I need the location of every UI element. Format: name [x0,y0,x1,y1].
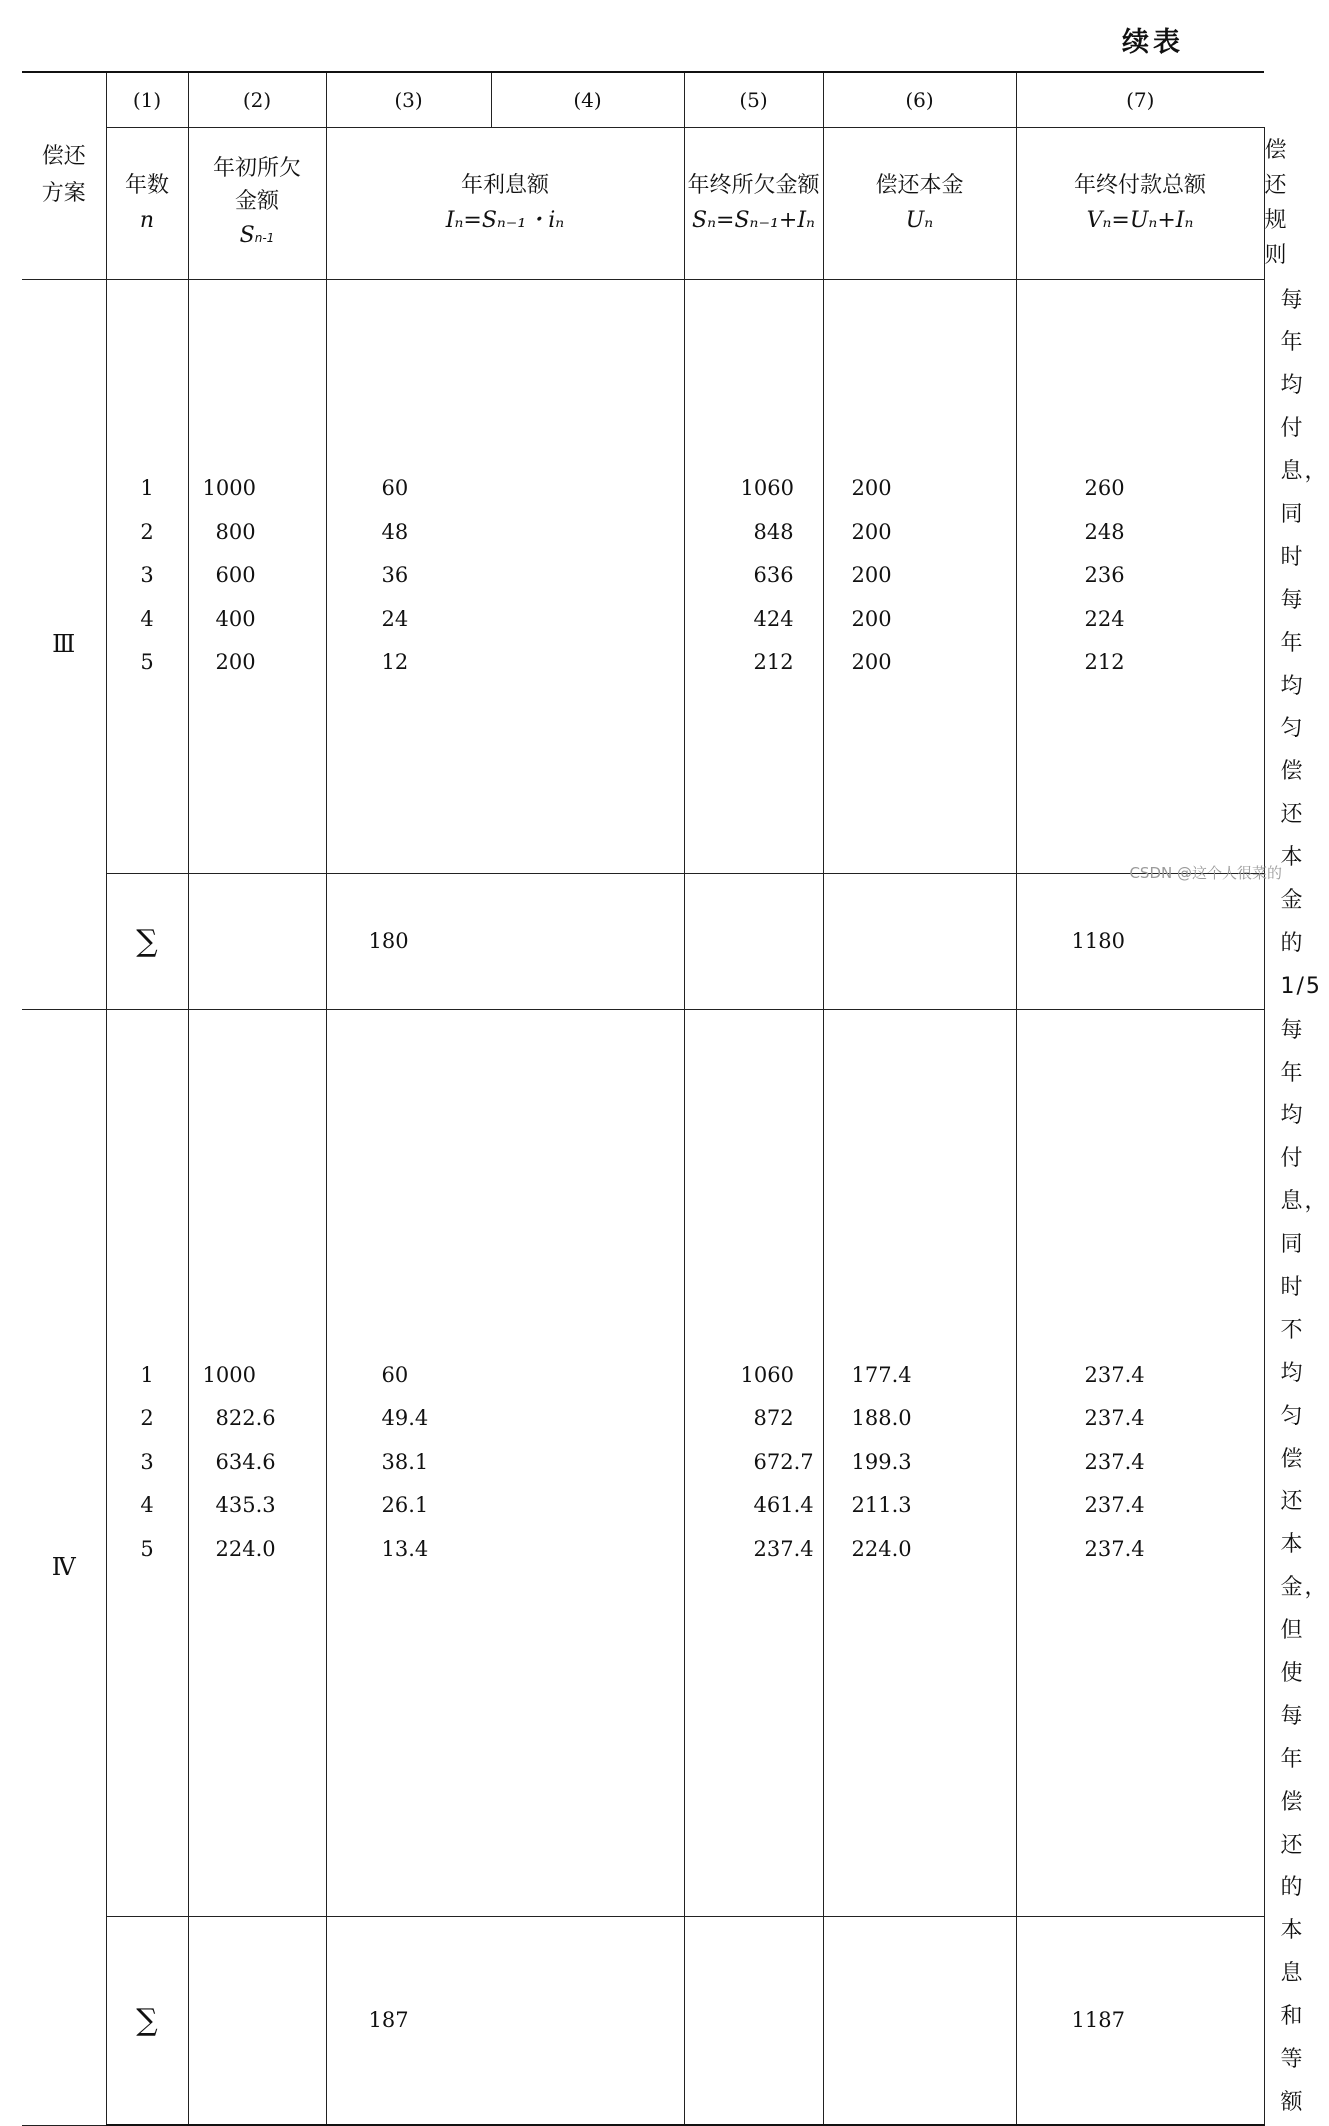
plan-3-beginning-balance: 1000 800 600 400 200 [188,279,326,873]
plan-3-sum-row [22,873,1264,1009]
header-annual-interest: 年利息额 Iₙ=Sₙ₋₁・iₙ [326,127,684,279]
plan-4-principal: 177.4 188.0 199.3 211.3 224.0 [823,1009,1016,1916]
plan-3-ending-balance: 1060 848 636 424 212 [684,279,823,873]
header-total-payment: 年终付款总额 Vₙ=Uₙ+Iₙ [1016,127,1264,279]
repayment-table [22,71,1329,2126]
col-number-4: (4) [491,72,684,127]
plan-3-principal: 200 200 200 200 200 [823,279,1016,873]
plan-3-data-row: Ⅲ 1 2 3 4 5 1000 800 600 400 200 60 48 36 24 12 1060 848 636 424 212 200 200 200 200 200 260 248 236 224 212 每年均付息，同时每年均匀偿还本金的 1/5 [22,279,1264,873]
plan-4-name: Ⅳ [22,1009,106,2125]
col-number-1: (1) [106,72,188,127]
plan-3-sum-interest: 180 [326,873,684,1009]
plan-3-sum-empty-5 [823,873,1016,1009]
plan-4-sum-empty-4 [684,1916,823,2125]
plan-3-sum-empty [188,873,326,1009]
col-number-3: (3) [326,72,491,127]
plan-4-interest: 60 49.4 38.1 26.1 13.4 [326,1009,684,1916]
table-continued-title: 续表 [1122,27,1184,58]
plan-4-data-row: Ⅳ 1 2 3 4 5 1000 822.6 634.6 435.3 224.0 60 49.4 38.1 26.1 13.4 1060 872 672.7 461.4 237.4 177.4 188.0 199.3 211.3 224.0 237.4 237.4 237.4 237.4 237.4 每年均付息，同时不均匀偿还本金，但使每年偿还的本息和等额 [22,1009,1264,1916]
header-ending-balance: 年终所欠金额 Sₙ=Sₙ₋₁+Iₙ [684,127,823,279]
plan-3-total-payment: 260 248 236 224 212 [1016,279,1264,873]
column-number-row [22,72,1264,127]
plan-4-sum-empty-5 [823,1916,1016,2125]
header-principal-repaid: 偿还本金 Uₙ [823,127,1016,279]
col-number-5: (5) [684,72,823,127]
plan-4-sum-row [22,1916,1264,2125]
header-year-count: 年数 n [106,127,188,279]
plan-4-ending-balance: 1060 872 672.7 461.4 237.4 [684,1009,823,1916]
plan-3-sum-empty-4 [684,873,823,1009]
header-beginning-balance: 年初所欠金额 Sn-1 [188,127,326,279]
watermark: CSDN @这个人很菜的 [1129,864,1282,882]
col-number-6: (6) [823,72,1016,127]
plan-4-sum-empty [188,1916,326,2125]
plan-3-name: Ⅲ [22,279,106,1009]
plan-4-total-payment: 237.4 237.4 237.4 237.4 237.4 [1016,1009,1264,1916]
plan-4-beginning-balance: 1000 822.6 634.6 435.3 224.0 [188,1009,326,1916]
plan-3-sum-payment: 1180 [1016,873,1264,1009]
plan-3-interest: 60 48 36 24 12 [326,279,684,873]
plan-4-sum-symbol: ∑ [106,1916,188,2125]
plan-4-sum-interest: 187 [326,1916,684,2125]
col-number-2: (2) [188,72,326,127]
plan-3-years: 1 2 3 4 5 [106,279,188,873]
plan-4-years: 1 2 3 4 5 [106,1009,188,1916]
plan-4-sum-payment: 1187 [1016,1916,1264,2125]
header-plan: 偿还方案 [22,72,106,279]
plan-3-sum-symbol: ∑ [106,873,188,1009]
header-row: 年数 n 年初所欠金额 Sn-1 年利息额 Iₙ=Sₙ₋₁・iₙ 年终所欠金额 Sₙ=Sₙ₋₁+Iₙ 偿还本金 Uₙ 年终付款总额 Vₙ=Uₙ+Iₙ 偿还规则 [22,127,1264,279]
col-number-7: (7) [1016,72,1264,127]
